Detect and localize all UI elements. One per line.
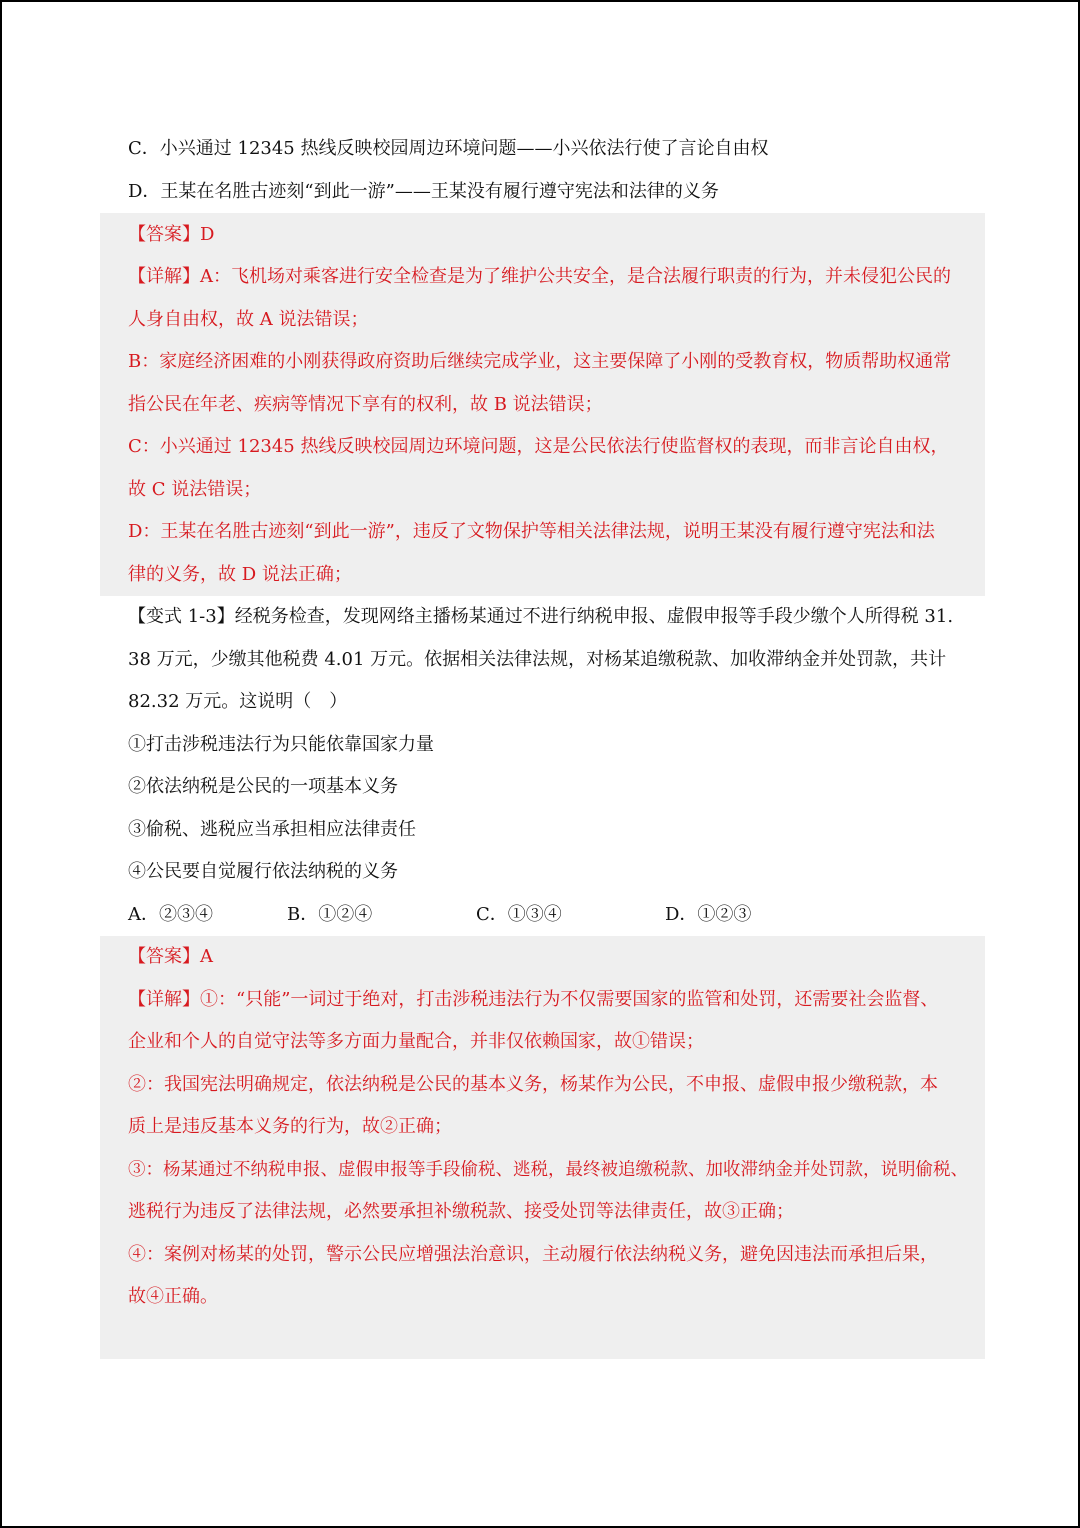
explanation-line: 故 C 说法错误；	[128, 479, 262, 500]
choice-a: A．②③④	[128, 904, 213, 925]
explanation-line: 律的义务，故 D 说法正确；	[128, 564, 352, 585]
explanation-line: ④：案例对杨某的处罚，警示公民应增强法治意识，主动履行依法纳税义务，避免因违法而承担后果，	[128, 1244, 938, 1265]
explanation-line: ②：我国宪法明确规定，依法纳税是公民的基本义务，杨某作为公民，不申报、虚假申报少缴税款，本	[128, 1074, 938, 1095]
answer-label: 【答案】A	[128, 946, 213, 967]
question-stem-line: 38 万元，少缴其他税费 4.01 万元。依据相关法律法规，对杨某追缴税款、加收滞纳金并处罚款，共计	[128, 649, 947, 670]
explanation-line: 【详解】A：飞机场对乘客进行安全检查是为了维护公共安全，是合法履行职责的行为，并未侵犯公民的	[128, 266, 951, 287]
explanation-line: 企业和个人的自觉守法等多方面力量配合，并非仅依赖国家，故①错误；	[128, 1031, 704, 1052]
statement-1: ①打击涉税违法行为只能依靠国家力量	[128, 734, 434, 755]
explanation-line: 人身自由权，故 A 说法错误；	[128, 309, 369, 330]
explanation-line: 质上是违反基本义务的行为，故②正确；	[128, 1116, 452, 1137]
explanation-line: ③：杨某通过不纳税申报、虚假申报等手段偷税、逃税，最终被追缴税款、加收滞纳金并处罚款，说明偷税、	[128, 1160, 968, 1180]
option-c: C．小兴通过 12345 热线反映校园周边环境问题——小兴依法行使了言论自由权	[128, 138, 769, 159]
question-stem-line: 【变式 1-3】经税务检查，发现网络主播杨某通过不进行纳税申报、虚假申报等手段少缴个人所得税 31.	[128, 606, 954, 627]
option-d: D．王某在名胜古迹刻“到此一游”——王某没有履行遵守宪法和法律的义务	[128, 181, 719, 202]
explanation-line: B：家庭经济困难的小刚获得政府资助后继续完成学业，这主要保障了小刚的受教育权，物质帮助权通常	[128, 351, 952, 372]
question-stem-line: 82.32 万元。这说明（ ）	[128, 691, 348, 712]
explanation-line: C：小兴通过 12345 热线反映校园周边环境问题，这是公民依法行使监督权的表现，而非言论自由权，	[128, 436, 949, 457]
answer-label: 【答案】D	[128, 224, 215, 245]
explanation-line: 【详解】①：“只能”一词过于绝对，打击涉税违法行为不仅需要国家的监管和处罚，还需要社会监督、	[128, 989, 939, 1010]
statement-3: ③偷税、逃税应当承担相应法律责任	[128, 819, 416, 840]
explanation-line: 指公民在年老、疾病等情况下享有的权利，故 B 说法错误；	[128, 394, 603, 415]
choice-b: B．①②④	[287, 904, 373, 925]
explanation-line: 故④正确。	[128, 1286, 218, 1307]
choice-d: D．①②③	[665, 904, 752, 925]
statement-4: ④公民要自觉履行依法纳税的义务	[128, 861, 398, 882]
statement-2: ②依法纳税是公民的一项基本义务	[128, 776, 398, 797]
explanation-line: D：王某在名胜古迹刻“到此一游”，违反了文物保护等相关法律法规，说明王某没有履行遵守宪法和法	[128, 521, 935, 542]
explanation-line: 逃税行为违反了法律法规，必然要承担补缴税款、接受处罚等法律责任，故③正确；	[128, 1201, 794, 1222]
choice-c: C．①③④	[476, 904, 562, 925]
